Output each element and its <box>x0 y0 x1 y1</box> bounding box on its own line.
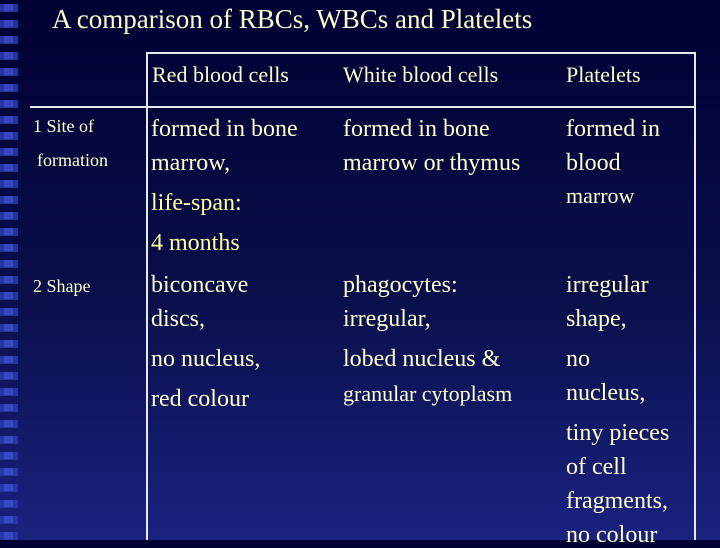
rbc-shape-line2: discs, <box>151 306 205 332</box>
row-label-site-of-formation-line1: 1 Site of <box>33 116 94 136</box>
wbc-formation-line2: marrow or thymus <box>343 150 521 176</box>
row-label-shape: 2 Shape <box>33 276 91 296</box>
header-bottom-border <box>30 106 696 108</box>
slide-title: A comparison of RBCs, WBCs and Platelets <box>52 4 533 34</box>
rbc-shape-line4: red colour <box>151 386 249 412</box>
header-white-blood-cells: White blood cells <box>343 62 499 87</box>
platelets-formation-line1: formed in <box>566 116 660 142</box>
platelets-shape-line4: nucleus, <box>566 380 646 406</box>
header-red-blood-cells: Red blood cells <box>152 62 289 87</box>
table-top-border <box>146 52 696 54</box>
platelets-shape-line3: no <box>566 346 590 372</box>
rbc-formation-line1: formed in bone <box>151 116 298 142</box>
table-left-divider <box>146 52 148 540</box>
wbc-shape-line1: phagocytes: <box>343 272 458 298</box>
decorative-square-strip <box>0 0 18 540</box>
wbc-shape-line2: irregular, <box>343 306 431 332</box>
row-label-site-of-formation-line2: formation <box>37 150 108 170</box>
wbc-shape-line3: lobed nucleus & <box>343 346 501 372</box>
platelets-shape-line8: no colour <box>566 522 658 548</box>
rbc-lifespan-value: 4 months <box>151 230 240 256</box>
platelets-formation-line2: blood <box>566 150 621 176</box>
platelets-shape-line6: of cell <box>566 454 627 480</box>
platelets-shape-line2: shape, <box>566 306 627 332</box>
wbc-formation-line1: formed in bone <box>343 116 490 142</box>
rbc-formation-line2: marrow, <box>151 150 231 176</box>
platelets-shape-line7: fragments, <box>566 488 668 514</box>
rbc-shape-line1: biconcave <box>151 272 249 298</box>
table-right-border <box>694 52 696 540</box>
platelets-formation-line3: marrow <box>566 183 635 208</box>
platelets-shape-line5: tiny pieces <box>566 420 670 446</box>
platelets-shape-line1: irregular <box>566 272 649 298</box>
header-platelets: Platelets <box>566 62 641 87</box>
wbc-shape-line4: granular cytoplasm <box>343 381 513 406</box>
rbc-shape-line3: no nucleus, <box>151 346 261 372</box>
rbc-lifespan-label: life-span: <box>151 190 242 216</box>
